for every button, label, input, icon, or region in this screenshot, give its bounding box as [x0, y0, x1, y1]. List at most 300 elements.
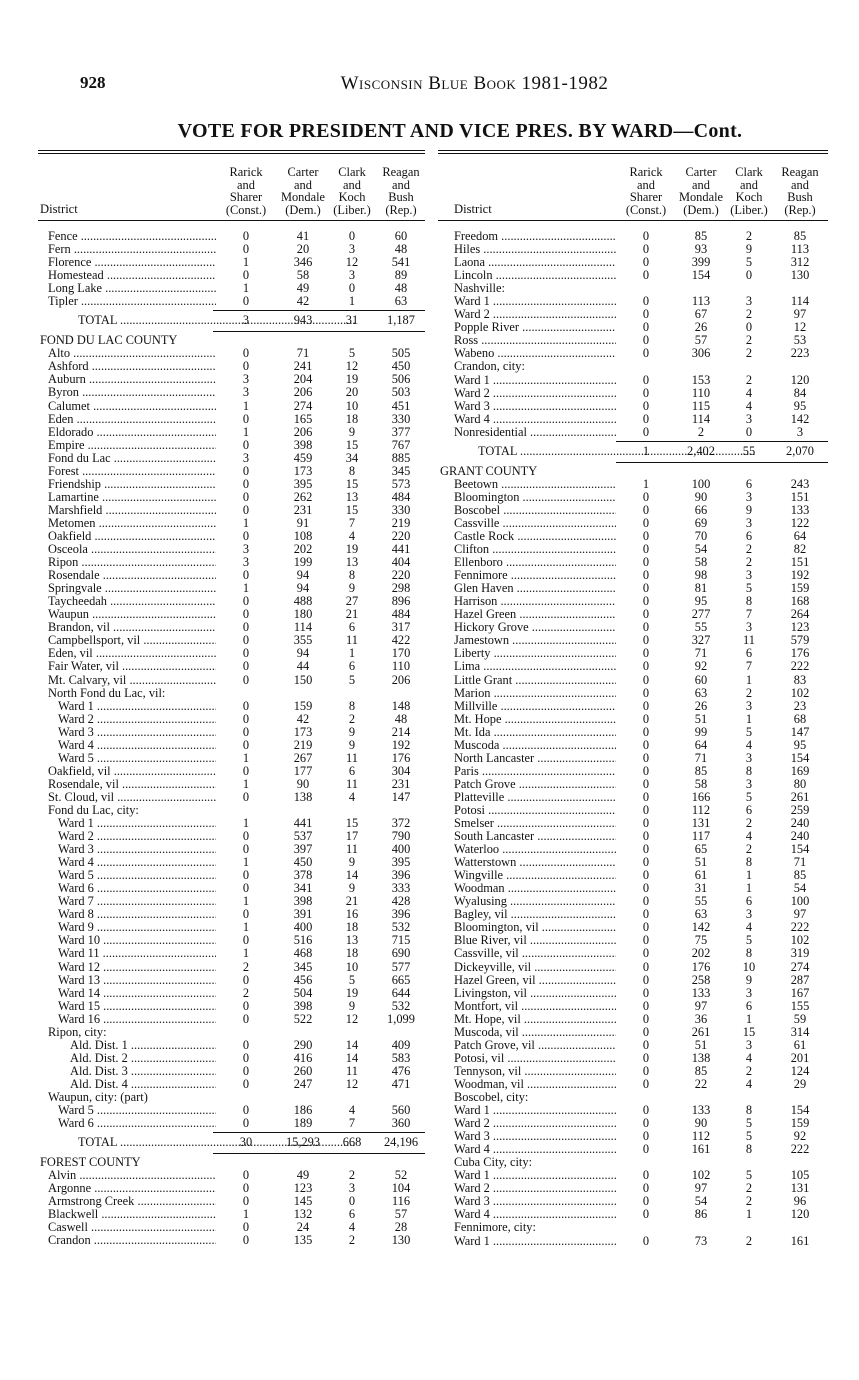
reagan-votes: 85	[793, 868, 807, 883]
rarick-votes: 1	[242, 894, 250, 909]
rarick-votes: 0	[642, 502, 650, 517]
clark-votes: 3	[745, 1037, 753, 1052]
reagan-votes: 85	[793, 229, 807, 243]
district-name: Ward 2 .....	[58, 713, 216, 726]
clark-votes: 15	[345, 437, 359, 452]
rarick-votes: 0	[642, 972, 650, 987]
clark-votes: 16	[345, 907, 359, 922]
table-row	[438, 478, 828, 491]
table-row	[438, 387, 828, 400]
reagan-votes: 395	[391, 855, 411, 870]
carter-votes: 97	[694, 998, 708, 1013]
table-row	[38, 1104, 425, 1117]
district-name: Hazel Green, vil .....	[454, 974, 616, 987]
district-name: Calumet .....	[48, 400, 216, 413]
table-row	[38, 530, 425, 543]
district-name: Harrison .....	[454, 595, 616, 608]
table-row	[438, 634, 828, 647]
table-row	[438, 947, 828, 960]
reagan-header: Reagan and Bush (Rep.)	[382, 165, 420, 217]
rarick-votes: 1	[242, 946, 250, 961]
clark-votes: 13	[345, 555, 359, 570]
district-name: Blackwell .....	[48, 1208, 216, 1221]
clark-votes: 6	[745, 802, 753, 817]
county-heading	[38, 1156, 425, 1169]
table-row	[438, 934, 828, 947]
reagan-votes: 231	[391, 776, 411, 791]
clark-votes: 11	[346, 750, 358, 765]
district-name: Popple River .....	[454, 321, 616, 334]
reagan-votes: 243	[790, 476, 810, 491]
rarick-votes: 1	[242, 581, 250, 596]
municipality-heading	[38, 804, 425, 817]
carter-votes: 15,293	[285, 1135, 321, 1150]
rarick-votes: 0	[642, 333, 650, 348]
district-name: Ward 16 .....	[58, 1013, 216, 1026]
clark-votes: 12	[345, 1011, 359, 1026]
rarick-votes: 0	[242, 1194, 250, 1209]
clark-header: Clark and Koch (Liber.)	[730, 165, 768, 217]
rarick-votes: 0	[642, 1076, 650, 1091]
carter-votes: 63	[694, 685, 708, 700]
municipality-heading	[38, 1026, 425, 1039]
carter-votes: 398	[293, 998, 313, 1013]
rarick-votes: 0	[242, 346, 250, 361]
table-row	[438, 700, 828, 713]
table-row	[438, 621, 828, 634]
district-name: Ward 14 .....	[58, 987, 216, 1000]
table-row	[38, 778, 425, 791]
clark-votes: 1	[745, 672, 753, 687]
rarick-votes: 1	[242, 920, 250, 935]
carter-votes: 20	[296, 242, 310, 257]
table-row	[38, 426, 425, 439]
rarick-votes: 0	[642, 542, 650, 557]
reagan-votes: 319	[790, 946, 810, 961]
clark-votes: 18	[345, 946, 359, 961]
clark-votes: 5	[745, 1168, 753, 1183]
rarick-votes: 0	[642, 242, 650, 257]
carter-votes: 395	[293, 476, 313, 491]
district-name: Lamartine .....	[48, 491, 216, 504]
reagan-votes: 220	[391, 568, 411, 583]
clark-votes: 668	[342, 1135, 362, 1150]
clark-votes: 1	[745, 868, 753, 883]
district-name: Ward 1 .....	[58, 700, 216, 713]
carter-votes: 154	[691, 268, 711, 283]
rarick-votes: 0	[642, 385, 650, 400]
table-row	[38, 452, 425, 465]
table-row	[38, 439, 425, 452]
clark-votes: 3	[745, 489, 753, 504]
rarick-votes: 1	[242, 816, 250, 831]
reagan-votes: 48	[394, 711, 408, 726]
reagan-votes: 484	[391, 489, 411, 504]
district-name: Campbellsport, vil .....	[48, 634, 216, 647]
reagan-votes: 264	[790, 607, 810, 622]
reagan-votes: 29	[793, 1076, 807, 1091]
table-row	[38, 726, 425, 739]
carter-votes: 85	[694, 763, 708, 778]
table-row	[38, 869, 425, 882]
carter-votes: 115	[691, 398, 711, 413]
district-name: Marshfield .....	[48, 504, 216, 517]
clark-votes: 2	[348, 1233, 356, 1248]
reagan-votes: 715	[391, 933, 411, 948]
clark-votes: 9	[745, 242, 753, 257]
reagan-votes: 885	[391, 450, 411, 465]
table-row	[438, 687, 828, 700]
clark-votes: 2	[745, 842, 753, 857]
table-row	[438, 791, 828, 804]
district-name: North Lancaster .....	[454, 752, 616, 765]
rarick-header: Rarick and Sharer (Const.)	[625, 165, 667, 217]
carter-header: Carter and Mondale (Dem.)	[280, 165, 326, 217]
carter-votes: 204	[293, 372, 313, 387]
clark-votes: 0	[348, 281, 356, 296]
clark-votes: 2	[348, 1168, 356, 1183]
district-name: Fence .....	[48, 230, 216, 243]
rarick-votes: 0	[242, 698, 250, 713]
reagan-votes: 148	[391, 698, 411, 713]
carter-votes: 397	[293, 842, 313, 857]
carter-votes: 123	[293, 1181, 313, 1196]
table-row	[438, 765, 828, 778]
carter-votes: 206	[293, 385, 313, 400]
carter-votes: 441	[293, 816, 313, 831]
table-row	[38, 230, 425, 243]
rarick-votes: 0	[642, 685, 650, 700]
clark-votes: 2	[745, 346, 753, 361]
clark-votes: 0	[745, 424, 753, 439]
rarick-votes: 0	[242, 1076, 250, 1091]
rarick-votes: 0	[642, 1050, 650, 1065]
rarick-votes: 1	[242, 281, 250, 296]
reagan-votes: 422	[391, 633, 411, 648]
rarick-votes: 0	[642, 346, 650, 361]
carter-votes: 100	[691, 476, 711, 491]
table-row	[38, 817, 425, 830]
district-name: Ward 2 .....	[58, 830, 216, 843]
reagan-votes: 168	[790, 594, 810, 609]
district-name: Ward 1 .....	[58, 817, 216, 830]
district-name: Liberty .....	[454, 647, 616, 660]
clark-votes: 8	[745, 946, 753, 961]
reagan-votes: 690	[391, 946, 411, 961]
table-row	[438, 660, 828, 673]
carter-votes: 114	[293, 620, 313, 635]
reagan-votes: 274	[790, 959, 810, 974]
carter-votes: 110	[691, 385, 711, 400]
clark-votes: 2	[348, 711, 356, 726]
carter-votes: 63	[694, 907, 708, 922]
carter-votes: 131	[691, 816, 711, 831]
district-name: Cassville, vil .....	[454, 947, 616, 960]
district-name: Fond du Lac, city:	[48, 803, 139, 817]
rarick-votes: 0	[242, 842, 250, 857]
carter-votes: 176	[691, 959, 711, 974]
table-row	[438, 334, 828, 347]
municipality-heading	[38, 687, 425, 700]
carter-votes: 42	[296, 294, 310, 309]
district-name: Ward 3 .....	[58, 726, 216, 739]
reagan-votes: 333	[391, 881, 411, 896]
district-name: Tennyson, vil .....	[454, 1065, 616, 1078]
table-row	[438, 295, 828, 308]
table-row	[438, 987, 828, 1000]
carter-votes: 456	[293, 972, 313, 987]
table-row	[438, 1208, 828, 1221]
carter-votes: 202	[691, 946, 711, 961]
carter-votes: 522	[293, 1011, 313, 1026]
district-name: Millville .....	[454, 700, 616, 713]
reagan-votes: 450	[391, 359, 411, 374]
reagan-votes: 24,196	[383, 1135, 419, 1150]
rarick-votes: 0	[242, 359, 250, 374]
district-name: Lima .....	[454, 660, 616, 673]
district-name: Long Lake .....	[48, 282, 216, 295]
reagan-votes: 330	[391, 502, 411, 517]
carter-votes: 537	[293, 829, 313, 844]
table-row	[438, 1195, 828, 1208]
table-row	[438, 1130, 828, 1143]
clark-votes: 4	[745, 737, 753, 752]
district-name: Ward 5 .....	[58, 1104, 216, 1117]
district-name: Fennimore .....	[454, 569, 616, 582]
district-name: Caswell .....	[48, 1221, 216, 1234]
reagan-votes: 89	[394, 268, 408, 283]
county-heading	[38, 334, 425, 347]
carter-votes: 98	[694, 568, 708, 583]
reagan-votes: 154	[790, 842, 810, 857]
reagan-votes: 192	[391, 737, 411, 752]
district-name: Byron .....	[48, 386, 216, 399]
clark-votes: 2	[745, 555, 753, 570]
table-row	[38, 895, 425, 908]
clark-votes: 14	[345, 1037, 359, 1052]
district-name: Montfort, vil .....	[454, 1000, 616, 1013]
reagan-votes: 409	[391, 1037, 411, 1052]
clark-votes: 5	[745, 255, 753, 270]
rarick-votes: 0	[642, 620, 650, 635]
clark-votes: 1	[348, 646, 356, 661]
carter-votes: 99	[694, 724, 708, 739]
carter-votes: 51	[694, 711, 708, 726]
rarick-votes: 0	[642, 750, 650, 765]
clark-votes: 9	[348, 998, 356, 1013]
rarick-votes: 0	[242, 1103, 250, 1118]
clark-votes: 1	[745, 881, 753, 896]
table-row	[38, 1117, 425, 1130]
table-row	[38, 360, 425, 373]
clark-votes: 2	[745, 1194, 753, 1209]
reagan-votes: 451	[391, 398, 411, 413]
reagan-votes: 100	[790, 894, 810, 909]
reagan-votes: 314	[790, 1024, 810, 1039]
clark-votes: 3	[745, 698, 753, 713]
rarick-votes: 0	[242, 437, 250, 452]
table-row	[38, 934, 425, 947]
carter-votes: 206	[293, 424, 313, 439]
table-row	[438, 674, 828, 687]
district-name: Ward 1 .....	[454, 1169, 616, 1182]
table-row	[438, 530, 828, 543]
clark-votes: 14	[345, 1050, 359, 1065]
district-name: Ward 13 .....	[58, 974, 216, 987]
clark-votes: 3	[745, 776, 753, 791]
rarick-votes: 1	[242, 776, 250, 791]
clark-votes: 3	[348, 1181, 356, 1196]
clark-votes: 12	[345, 359, 359, 374]
table-row	[438, 882, 828, 895]
rarick-votes: 0	[242, 633, 250, 648]
clark-votes: 12	[345, 255, 359, 270]
rarick-votes: 0	[242, 1116, 250, 1131]
reagan-votes: 95	[793, 398, 807, 413]
reagan-votes: 102	[790, 933, 810, 948]
reagan-votes: 130	[790, 268, 810, 283]
carter-votes: 145	[293, 1194, 313, 1209]
table-row	[38, 621, 425, 634]
district-name: Homestead .....	[48, 269, 216, 282]
table-row	[438, 595, 828, 608]
district-name: Ward 1 .....	[454, 374, 616, 387]
carter-votes: 378	[293, 868, 313, 883]
clark-votes: 6	[348, 763, 356, 778]
rarick-votes: 0	[642, 842, 650, 857]
clark-votes: 5	[745, 581, 753, 596]
reagan-votes: 441	[391, 542, 411, 557]
clark-votes: 19	[345, 372, 359, 387]
rarick-votes: 0	[242, 489, 250, 504]
rarick-votes: 0	[642, 789, 650, 804]
rarick-votes: 0	[642, 1024, 650, 1039]
table-row	[438, 1143, 828, 1156]
district-name: Rosendale, vil .....	[48, 778, 216, 791]
table-row	[38, 634, 425, 647]
table-row	[38, 765, 425, 778]
rarick-votes: 0	[642, 933, 650, 948]
rarick-votes: 3	[242, 450, 250, 465]
district-name: Ward 2 .....	[454, 308, 616, 321]
table-row	[38, 595, 425, 608]
clark-votes: 5	[348, 672, 356, 687]
carter-votes: 274	[293, 398, 313, 413]
rarick-votes: 0	[242, 789, 250, 804]
district-name: Boscobel .....	[454, 504, 616, 517]
table-row	[438, 921, 828, 934]
district-name: Marion .....	[454, 687, 616, 700]
rarick-votes: 0	[242, 411, 250, 426]
district-name: Ward 8 .....	[58, 908, 216, 921]
rarick-votes: 0	[642, 555, 650, 570]
clark-votes: 1	[745, 711, 753, 726]
carter-votes: 258	[691, 972, 711, 987]
district-name: Ward 5 .....	[58, 752, 216, 765]
table-row	[38, 1000, 425, 1013]
clark-votes: 4	[348, 1220, 356, 1235]
carter-votes: 54	[694, 1194, 708, 1209]
reagan-votes: 120	[790, 372, 810, 387]
reagan-votes: 170	[391, 646, 411, 661]
reagan-votes: 154	[790, 1103, 810, 1118]
district-name: Tipler .....	[48, 295, 216, 308]
reagan-votes: 120	[790, 1207, 810, 1222]
table-row	[438, 778, 828, 791]
district-name: Dickeyville, vil .....	[454, 961, 616, 974]
district-name: Ward 9 .....	[58, 921, 216, 934]
table-row	[38, 465, 425, 478]
carter-votes: 31	[694, 881, 708, 896]
table-row	[38, 921, 425, 934]
clark-votes: 1	[745, 1011, 753, 1026]
table-row	[38, 908, 425, 921]
district-name: Ross .....	[454, 334, 616, 347]
district-name: Ward 7 .....	[58, 895, 216, 908]
district-name: Smelser .....	[454, 817, 616, 830]
carter-votes: 55	[694, 620, 708, 635]
table-row	[38, 1208, 425, 1221]
carter-votes: 51	[694, 855, 708, 870]
rarick-votes: 0	[642, 959, 650, 974]
district-name: South Lancaster .....	[454, 830, 616, 843]
carter-votes: 93	[694, 242, 708, 257]
district-name: Springvale .....	[48, 582, 216, 595]
carter-votes: 173	[293, 463, 313, 478]
rarick-votes: 0	[642, 1116, 650, 1131]
reagan-votes: 169	[790, 763, 810, 778]
clark-votes: 27	[345, 594, 359, 609]
carter-votes: 133	[691, 1103, 711, 1118]
rarick-votes: 0	[242, 502, 250, 517]
table-row	[438, 830, 828, 843]
carter-votes: 69	[694, 515, 708, 530]
rarick-votes: 0	[642, 294, 650, 309]
rarick-votes: 0	[242, 737, 250, 752]
district-name: Ward 1 .....	[454, 295, 616, 308]
rarick-votes: 0	[242, 998, 250, 1013]
rarick-votes: 0	[242, 476, 250, 491]
carter-votes: 138	[293, 789, 313, 804]
book-title: Wisconsin Blue Book 1981-1982	[340, 73, 609, 94]
district-name: Blue River, vil .....	[454, 934, 616, 947]
rarick-votes: 1	[242, 1207, 250, 1222]
table-row	[38, 582, 425, 595]
reagan-votes: 573	[391, 476, 411, 491]
county-heading	[438, 465, 828, 478]
carter-votes: 75	[694, 933, 708, 948]
district-name: Patch Grove, vil .....	[454, 1039, 616, 1052]
table-row	[38, 1039, 425, 1052]
carter-votes: 58	[694, 776, 708, 791]
district-name: Fern .....	[48, 243, 216, 256]
rarick-votes: 3	[242, 313, 250, 328]
clark-votes: 4	[348, 528, 356, 543]
reagan-votes: 113	[790, 242, 810, 257]
clark-votes: 8	[745, 1142, 753, 1157]
clark-votes: 6	[348, 1207, 356, 1222]
district-header: District	[454, 201, 492, 216]
table-row	[438, 347, 828, 360]
district-name: Taycheedah .....	[48, 595, 216, 608]
table-row	[438, 504, 828, 517]
reagan-votes: 28	[394, 1220, 408, 1235]
table-row	[438, 256, 828, 269]
carter-votes: 94	[296, 646, 310, 661]
carter-votes: 60	[694, 672, 708, 687]
district-name: Ward 4 .....	[58, 856, 216, 869]
district-name: Muscoda, vil .....	[454, 1026, 616, 1039]
